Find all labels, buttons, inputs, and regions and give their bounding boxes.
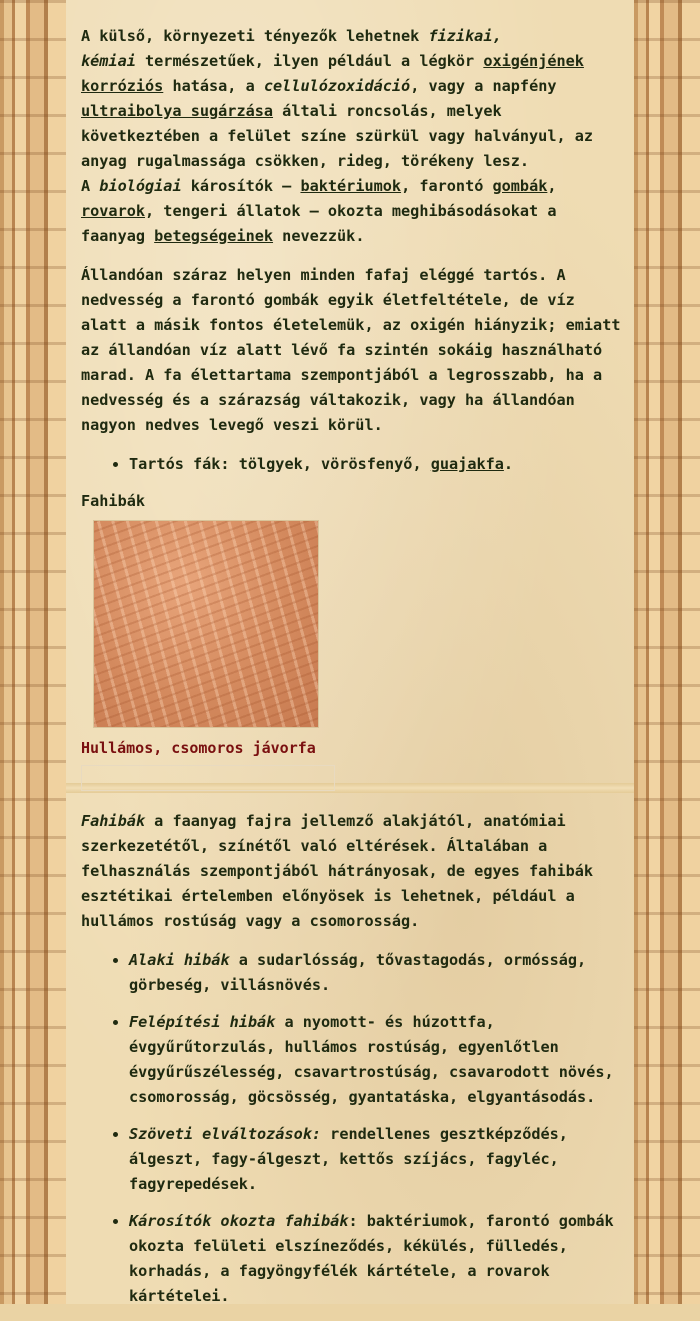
- defects-list: [81, 948, 621, 1309]
- durable-woods-list: [81, 452, 621, 477]
- section-title: Fahibák: [81, 492, 146, 510]
- list-item: • Felépítési hibák a nyomott- és húzottfa, évgyűrűtorzulás, hullámos rostúság, egyenlőtlen évgyűrűszélesség, csavartrostúság, csavarodott növés, csomorosság, göcsösség, gyantatáska, elgyantásodás.: [129, 1010, 621, 1110]
- paragraph-external-factors: A külső, környezeti tényezők lehetnek fizikai, kémiai természetűek, ilyen például a légkör oxigénjének korróziós hatása, a cellulózoxidáció, vagy a napfény ultraibolya sugárzása általi roncsolás, melyek következtében a felület színe szürkül vagy halványul, az anyag rugalmassága csökken, rideg, törékeny lesz. A biológiai károsítók – baktériumok, farontó gombák, rovarok, tengeri állatok – okozta meghibásodásokat a faanyag betegségeinek nevezzük.: [81, 27, 594, 245]
- link-bacteria[interactable]: baktériumok: [300, 177, 402, 195]
- link-diseases[interactable]: betegségeinek: [154, 227, 274, 245]
- list-item: • Szöveti elváltozások: rendellenes gesztképződés, álgeszt, fagy-álgeszt, kettős szíjács, fagyléc, fagyrepedések.: [129, 1122, 621, 1197]
- paragraph-moisture: Állandóan száraz helyen minden fafaj eléggé tartós. A nedvesség a farontó gombák egyik életfeltétele, de víz alatt a másik fontos életelemük, az oxigén hiányzik; emiatt az állandóan víz alatt lévő fa szintén sokáig használható marad. A fa élettartama szempontjából a legrosszabb, ha a nedvesség és a szárazság váltakozik, vagy ha állandóan nagyon nedves levegő veszi körül.: [81, 266, 621, 434]
- link-oxygen-corrosion[interactable]: oxigénjének korróziós: [81, 52, 584, 95]
- caption-frame: [81, 765, 335, 791]
- carved-border-right: [634, 0, 700, 1304]
- link-insects[interactable]: rovarok: [81, 202, 146, 220]
- paragraph-defects-intro: Fahibák a faanyag fajra jellemző alakjától, anatómiai szerkezetétől, színétől való eltérések. Általában a felhasználás szempontjából hátrányosak, de egyes fahibák esztétikai értelemben előnyösek is lehetnek, például a hullámos rostúság vagy a csomorosság.: [81, 812, 594, 930]
- article-content: [81, 24, 621, 1321]
- wood-figure-image: [93, 520, 319, 728]
- link-uv-radiation[interactable]: ultraibolya sugárzása: [81, 102, 274, 120]
- list-item: • Tartós fák: tölgyek, vörösfenyő, guajakfa.: [129, 452, 621, 477]
- list-item: • Károsítók okozta fahibák: baktériumok, farontó gombák okozta felületi elszíneződés, kékülés, fülledés, korhadás, a fagyöngyfélék kártétele, a rovarok kártételei.: [129, 1209, 621, 1309]
- list-item: • Alaki hibák a sudarlósság, tővastagodás, ormósság, görbeség, villásnövés.: [129, 948, 621, 998]
- figure-caption: Hullámos, csomoros jávorfa: [81, 739, 316, 757]
- link-fungi[interactable]: gombák: [492, 177, 548, 195]
- link-guaiacum[interactable]: guajakfa: [430, 455, 504, 473]
- carved-border-left: [0, 0, 66, 1304]
